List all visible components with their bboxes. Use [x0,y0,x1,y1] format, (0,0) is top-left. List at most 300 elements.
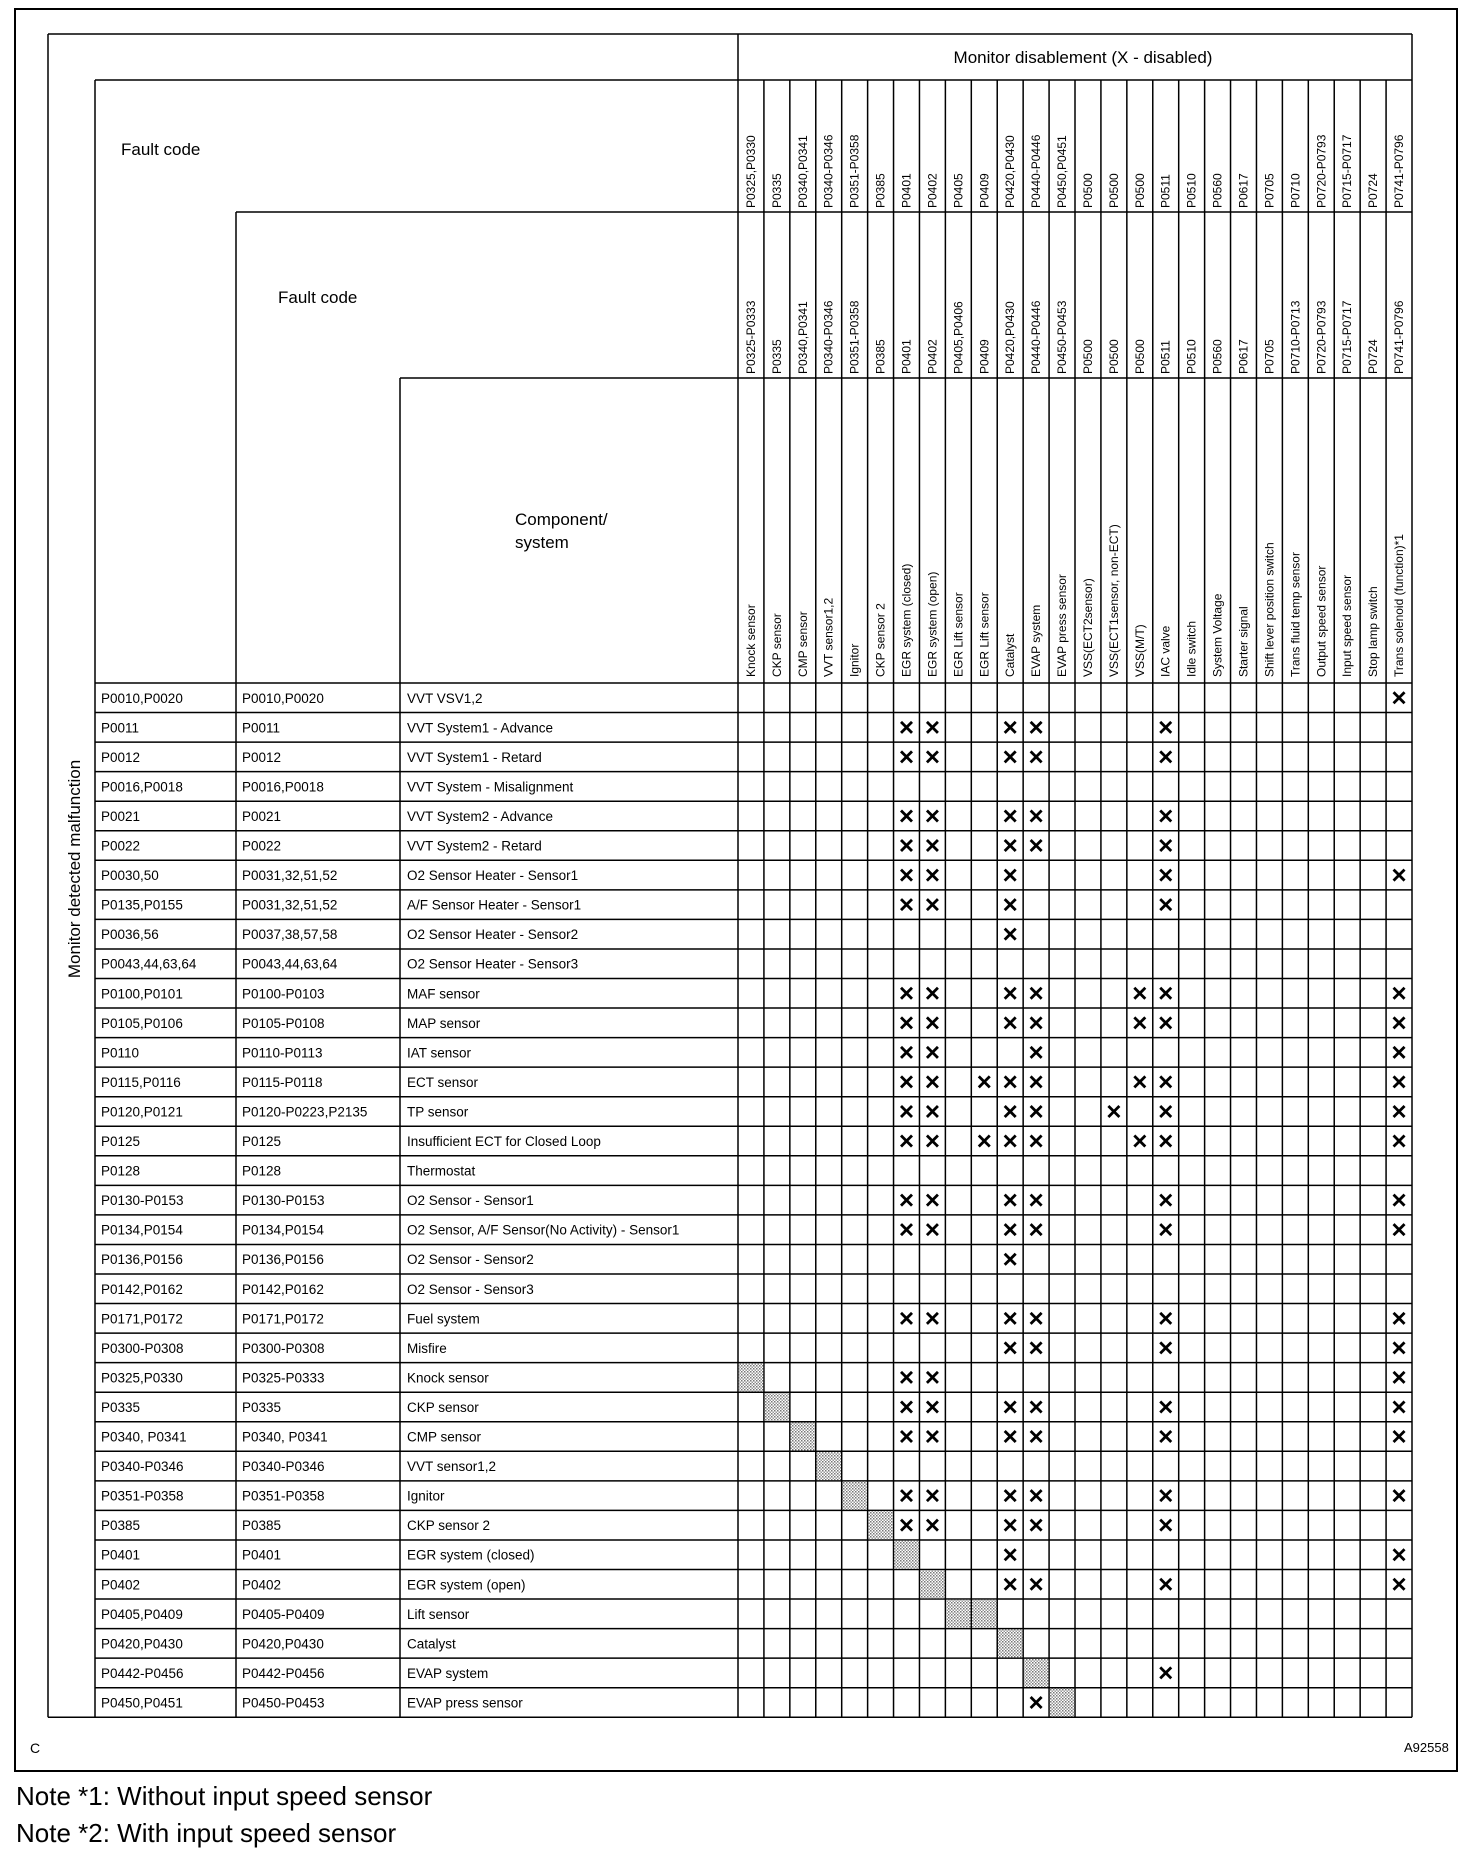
disabled-x-mark [1005,1490,1016,1501]
disabled-x-mark [1134,1136,1145,1147]
disabled-x-mark [1160,751,1171,762]
row-component: VVT System2 - Advance [407,808,554,824]
row-fault-code-1: P0120,P0121 [101,1104,183,1120]
row-fault-code-2: P0120-P0223,P2135 [242,1104,368,1120]
disabled-x-mark [1005,899,1016,910]
row-component: O2 Sensor Heater - Sensor2 [407,927,579,943]
self-cell-shade [946,1600,970,1628]
disabled-x-mark [1108,1106,1119,1117]
disabled-x-mark [1394,1047,1405,1058]
disabled-x-mark [979,1136,990,1147]
notes [16,1778,432,1852]
col-name: VSS(M/T) [1132,624,1147,677]
disabled-x-mark [1394,870,1405,881]
disabled-x-mark [1134,1017,1145,1028]
disabled-x-mark [1394,692,1405,703]
col-code1: P0405 [951,173,966,208]
self-cell-shade [1024,1659,1048,1687]
disabled-x-mark [927,1401,938,1412]
col-name: EGR system (open) [925,571,940,677]
col-code1: P0450,P0451 [1055,135,1070,208]
row-fault-code-2: P0450-P0453 [242,1695,325,1711]
disabled-x-mark [1005,1017,1016,1028]
disabled-x-mark [927,1076,938,1087]
col-code2: P0511 [1158,340,1173,374]
col-code2: P0500 [1080,339,1095,374]
row-fault-code-2: P0130-P0153 [242,1193,325,1209]
row-fault-code-1: P0450,P0451 [101,1695,183,1711]
disabled-x-mark [1005,751,1016,762]
row-fault-code-1: P0401 [101,1547,141,1563]
row-component: Lift sensor [407,1606,470,1622]
disabled-x-mark [1005,929,1016,940]
col-name: Starter signal [1236,606,1251,677]
disabled-x-mark [927,1017,938,1028]
row-component: VVT System - Misalignment [407,779,574,795]
row-fault-code-2: P0105-P0108 [242,1015,325,1031]
disabled-x-mark [901,899,912,910]
col-code2: P0340-P0346 [821,300,836,374]
col-code1: P0409 [977,173,992,208]
disabled-x-mark [901,1431,912,1442]
disabled-x-mark [1031,1520,1042,1531]
row-fault-code-2: P0405-P0409 [242,1606,325,1622]
row-fault-code-1: P0030,50 [101,868,159,884]
disabled-x-mark [901,988,912,999]
col-code2: P0409 [977,339,992,374]
col-code1: P0560 [1210,173,1225,208]
row-component: CKP sensor 2 [407,1518,491,1534]
disabled-x-mark [1160,899,1171,910]
component-label-1: Component/ [515,510,608,529]
disabled-x-mark [1005,840,1016,851]
disabled-x-mark [1160,1076,1171,1087]
row-fault-code-2: P0012 [242,749,282,765]
fault-code-label-1: Fault code [121,140,201,159]
disabled-x-mark [927,870,938,881]
disabled-x-mark [1031,1224,1042,1235]
col-code2: P0510 [1184,339,1199,374]
col-code1: P0715-P0717 [1340,134,1355,208]
figure-id: A92558 [1404,1740,1449,1755]
col-code2: P0325-P0333 [743,300,758,374]
col-code2: P0715-P0717 [1340,300,1355,374]
col-code2: P0705 [1262,339,1277,374]
col-name: CKP sensor [769,613,784,677]
disabled-x-mark [1394,1579,1405,1590]
row-fault-code-1: P0036,56 [101,927,159,943]
disabled-x-mark [1134,1076,1145,1087]
row-component: VVT System1 - Advance [407,720,554,736]
disabled-x-mark [1031,1401,1042,1412]
row-fault-code-1: P0351-P0358 [101,1488,184,1504]
disabled-x-mark [901,1047,912,1058]
disabled-x-mark [1005,988,1016,999]
col-name: EVAP system [1029,604,1044,677]
col-code2: P0720-P0793 [1314,300,1329,374]
row-component: O2 Sensor Heater - Sensor1 [407,868,579,884]
col-name: Shift lever position switch [1262,542,1277,677]
disabled-x-mark [1005,1549,1016,1560]
monitor-title: Monitor disablement (X - disabled) [953,48,1213,67]
row-component: CMP sensor [407,1429,482,1445]
disabled-x-mark [927,1490,938,1501]
disabled-x-mark [1005,1342,1016,1353]
disabled-x-mark [1160,1224,1171,1235]
disabled-x-mark [1394,1372,1405,1383]
col-code2: P0724 [1366,339,1381,374]
disabled-x-mark [927,1372,938,1383]
row-fault-code-1: P0016,P0018 [101,779,183,795]
disabled-x-mark [901,1017,912,1028]
col-code1: P0500 [1080,173,1095,208]
row-fault-code-2: P0385 [242,1518,282,1534]
disabled-x-mark [1031,1579,1042,1590]
col-code1: P0617 [1236,173,1251,208]
col-code2: P0420,P0430 [1003,301,1018,374]
note-1: Note *1: Without input speed sensor [16,1781,433,1811]
disabled-x-mark [1394,1224,1405,1235]
disabled-x-mark [1031,1136,1042,1147]
row-fault-code-2: P0010,P0020 [242,690,324,706]
col-code2: P0401 [899,339,914,374]
row-fault-code-2: P0031,32,51,52 [242,897,338,913]
row-fault-code-2: P0134,P0154 [242,1222,324,1238]
row-fault-code-1: P0300-P0308 [101,1340,184,1356]
col-name: Trans solenoid (function)*1 [1392,534,1407,677]
col-code1: P0440-P0446 [1029,134,1044,208]
col-code2: P0710-P0713 [1288,300,1303,374]
disabled-x-mark [1160,988,1171,999]
self-cell-shade [765,1393,789,1421]
disabled-x-mark [1394,1313,1405,1324]
self-cell-shade [739,1363,763,1391]
disabled-x-mark [901,1076,912,1087]
disabled-x-mark [927,988,938,999]
disabled-x-mark [1394,1136,1405,1147]
note-2: Note *2: With input speed sensor [16,1818,397,1848]
self-cell-shade [1050,1689,1074,1717]
row-fault-code-1: P0100,P0101 [101,986,183,1002]
col-code2: P0335 [769,339,784,374]
col-name: VSS(ECT1sensor, non-ECT) [1106,524,1121,677]
self-cell-shade [998,1629,1022,1657]
disabled-x-mark [1031,1076,1042,1087]
row-fault-code-1: P0171,P0172 [101,1311,183,1327]
disabled-x-mark [1160,1106,1171,1117]
col-name: CMP sensor [795,611,810,677]
disabled-x-mark [1160,870,1171,881]
col-name: CKP sensor 2 [873,603,888,677]
row-component: O2 Sensor, A/F Sensor(No Activity) - Sensor1 [407,1222,680,1238]
disabled-x-mark [1005,1224,1016,1235]
disabled-x-mark [927,1047,938,1058]
disabled-x-mark [901,1372,912,1383]
col-code1: P0401 [899,173,914,208]
disabled-x-mark [979,1076,990,1087]
row-fault-code-2: P0021 [242,808,282,824]
col-code1: P0340,P0341 [795,135,810,208]
disabled-x-mark [1160,722,1171,733]
disabled-x-mark [1031,1490,1042,1501]
disabled-x-mark [1394,988,1405,999]
row-component: EVAP system [407,1665,489,1681]
disabled-x-mark [1005,1106,1016,1117]
row-component: VVT System2 - Retard [407,838,542,854]
row-component: VVT System1 - Retard [407,749,542,765]
disabled-x-mark [1005,1136,1016,1147]
col-code1: P0385 [873,173,888,208]
row-fault-code-1: P0115,P0116 [101,1074,181,1090]
disabled-x-mark [1160,1490,1171,1501]
row-fault-code-1: P0021 [101,808,141,824]
row-fault-code-1: P0022 [101,838,141,854]
row-component: Misfire [407,1340,447,1356]
col-name: Idle switch [1184,620,1199,677]
side-label: Monitor detected malfunction [65,759,84,979]
row-component: MAF sensor [407,986,480,1002]
disabled-x-mark [927,840,938,851]
self-cell-shade [817,1452,841,1480]
row-fault-code-2: P0335 [242,1399,282,1415]
disabled-x-mark [1394,1401,1405,1412]
row-component: TP sensor [407,1104,469,1120]
row-fault-code-1: P0043,44,63,64 [101,956,197,972]
row-component: ECT sensor [407,1074,479,1090]
disabled-x-mark [1005,1520,1016,1531]
disabled-x-mark [1160,1667,1171,1678]
disabled-x-mark [927,1313,938,1324]
row-component: VVT sensor1,2 [407,1459,497,1475]
row-component: Ignitor [407,1488,445,1504]
disabled-x-mark [1031,1047,1042,1058]
row-component: VVT VSV1,2 [407,690,483,706]
row-component: Insufficient ECT for Closed Loop [407,1134,601,1150]
row-component: Thermostat [407,1163,476,1179]
row-fault-code-2: P0142,P0162 [242,1281,324,1297]
disabled-x-mark [1394,1431,1405,1442]
row-fault-code-1: P0335 [101,1399,141,1415]
col-code2: P0340,P0341 [795,301,810,374]
row-fault-code-1: P0135,P0155 [101,897,183,913]
disabled-x-mark [1031,1342,1042,1353]
col-code1: P0340-P0346 [821,134,836,208]
col-code1: P0500 [1132,173,1147,208]
row-component: MAP sensor [407,1015,481,1031]
row-fault-code-1: P0325,P0330 [101,1370,183,1386]
self-cell-shade [868,1511,892,1539]
col-code1: P0724 [1366,173,1381,208]
row-fault-code-2: P0340-P0346 [242,1459,325,1475]
disabled-x-mark [1160,1520,1171,1531]
col-name: System Voltage [1210,593,1225,677]
disabled-x-mark [1005,1579,1016,1590]
row-fault-code-2: P0043,44,63,64 [242,956,338,972]
disabled-x-mark [901,1490,912,1501]
row-fault-code-1: P0011 [101,720,140,736]
fault-code-label-2: Fault code [278,288,358,307]
row-fault-code-2: P0100-P0103 [242,986,325,1002]
disabled-x-mark [1005,810,1016,821]
row-fault-code-1: P0012 [101,749,141,765]
disabled-x-mark [1005,1313,1016,1324]
row-fault-code-1: P0130-P0153 [101,1193,184,1209]
col-code1: P0500 [1106,173,1121,208]
col-code1: P0705 [1262,173,1277,208]
disabled-x-mark [927,1106,938,1117]
row-fault-code-1: P0385 [101,1518,141,1534]
disabled-x-mark [1160,1431,1171,1442]
col-code1: P0402 [925,173,940,208]
disabled-x-mark [1160,1195,1171,1206]
disabled-x-mark [1160,1342,1171,1353]
row-fault-code-1: P0442-P0456 [101,1665,184,1681]
row-fault-code-1: P0340, P0341 [101,1429,187,1445]
disabled-x-mark [1394,1106,1405,1117]
col-name: Output speed sensor [1314,565,1329,677]
disabled-x-mark [1005,1431,1016,1442]
self-cell-shade [972,1600,996,1628]
self-cell-shade [791,1423,815,1451]
disabled-x-mark [1005,722,1016,733]
col-name: EGR Lift sensor [951,592,966,677]
row-fault-code-2: P0031,32,51,52 [242,868,338,884]
row-component: EVAP press sensor [407,1695,523,1711]
row-fault-code-2: P0037,38,57,58 [242,927,338,943]
disabled-x-mark [901,1195,912,1206]
disabled-x-mark [1005,1254,1016,1265]
col-name: EGR system (closed) [899,563,914,677]
row-fault-code-2: P0351-P0358 [242,1488,325,1504]
disabled-x-mark [901,840,912,851]
col-code1: P0335 [769,173,784,208]
disabled-x-mark [1394,1017,1405,1028]
col-code2: P0617 [1236,339,1251,374]
disabled-x-mark [1031,810,1042,821]
disabled-x-mark [927,1431,938,1442]
disabled-x-mark [1134,988,1145,999]
col-name: Ignitor [847,643,862,677]
col-code2: P0351-P0358 [847,300,862,374]
col-code2: P0405,P0406 [951,301,966,374]
row-component: Fuel system [407,1311,480,1327]
col-name: Input speed sensor [1340,574,1355,677]
col-code2: P0500 [1106,339,1121,374]
disabled-x-mark [1394,1076,1405,1087]
col-name: VSS(ECT2sensor) [1080,578,1095,677]
disabled-x-mark [1394,1490,1405,1501]
row-fault-code-2: P0401 [242,1547,282,1563]
row-fault-code-2: P0402 [242,1577,282,1593]
col-code1: P0710 [1288,173,1303,208]
disabled-x-mark [901,1401,912,1412]
row-fault-code-2: P0110-P0113 [242,1045,323,1061]
col-code1: P0510 [1184,173,1199,208]
col-name: EGR Lift sensor [977,592,992,677]
disabled-x-mark [1031,1106,1042,1117]
self-cell-shade [920,1570,944,1598]
row-fault-code-2: P0125 [242,1134,282,1150]
row-fault-code-1: P0142,P0162 [101,1281,183,1297]
disabled-x-mark [1160,1401,1171,1412]
disabled-x-mark [901,1136,912,1147]
row-component: IAT sensor [407,1045,472,1061]
row-component: O2 Sensor - Sensor3 [407,1281,534,1297]
disabled-x-mark [1160,810,1171,821]
component-label-2: system [515,533,569,552]
col-code1: P0325,P0330 [743,135,758,208]
disabled-x-mark [1031,1313,1042,1324]
disabled-x-mark [1005,1076,1016,1087]
row-component: EGR system (open) [407,1577,526,1593]
disabled-x-mark [1160,1313,1171,1324]
disabled-x-mark [1031,1431,1042,1442]
disabled-x-mark [1005,1401,1016,1412]
disabled-x-mark [927,1224,938,1235]
disabled-x-mark [1160,1136,1171,1147]
col-code1: P0351-P0358 [847,134,862,208]
row-component: O2 Sensor - Sensor2 [407,1252,534,1268]
row-fault-code-2: P0340, P0341 [242,1429,328,1445]
row-fault-code-1: P0110 [101,1045,140,1061]
row-component: CKP sensor [407,1399,479,1415]
row-fault-code-1: P0105,P0106 [101,1015,183,1031]
disabled-x-mark [1160,840,1171,851]
row-fault-code-2: P0442-P0456 [242,1665,325,1681]
row-fault-code-1: P0405,P0409 [101,1606,183,1622]
row-fault-code-2: P0022 [242,838,282,854]
disabled-x-mark [927,1520,938,1531]
disabled-x-mark [1394,1549,1405,1560]
self-cell-shade [894,1541,918,1569]
col-code2: P0402 [925,339,940,374]
disabled-x-mark [1031,1017,1042,1028]
row-component: O2 Sensor - Sensor1 [407,1193,534,1209]
col-code2: P0440-P0446 [1029,300,1044,374]
row-component: EGR system (closed) [407,1547,535,1563]
disabled-x-mark [1031,840,1042,851]
row-fault-code-1: P0125 [101,1134,141,1150]
col-code1: P0420,P0430 [1003,135,1018,208]
row-component: Catalyst [407,1636,456,1652]
col-name: VVT sensor1,2 [821,597,836,677]
disabled-x-mark [1394,1195,1405,1206]
disabled-x-mark [927,722,938,733]
row-component: Knock sensor [407,1370,489,1386]
row-fault-code-2: P0115-P0118 [242,1074,323,1090]
disabled-x-mark [901,1313,912,1324]
col-code2: P0500 [1132,339,1147,374]
disabled-x-mark [901,722,912,733]
col-code2: P0385 [873,339,888,374]
col-code1: P0720-P0793 [1314,134,1329,208]
disabled-x-mark [901,751,912,762]
disabled-x-mark [1394,1342,1405,1353]
row-fault-code-2: P0128 [242,1163,282,1179]
row-component: A/F Sensor Heater - Sensor1 [407,897,582,913]
col-name: Knock sensor [743,604,758,677]
row-fault-code-1: P0402 [101,1577,141,1593]
row-fault-code-1: P0340-P0346 [101,1459,184,1475]
disabled-x-mark [1005,870,1016,881]
disabled-x-mark [927,1136,938,1147]
row-fault-code-2: P0171,P0172 [242,1311,324,1327]
disabled-x-mark [1160,1579,1171,1590]
row-fault-code-1: P0136,P0156 [101,1252,183,1268]
disabled-x-mark [1005,1195,1016,1206]
disabled-x-mark [901,1224,912,1235]
disabled-x-mark [927,899,938,910]
